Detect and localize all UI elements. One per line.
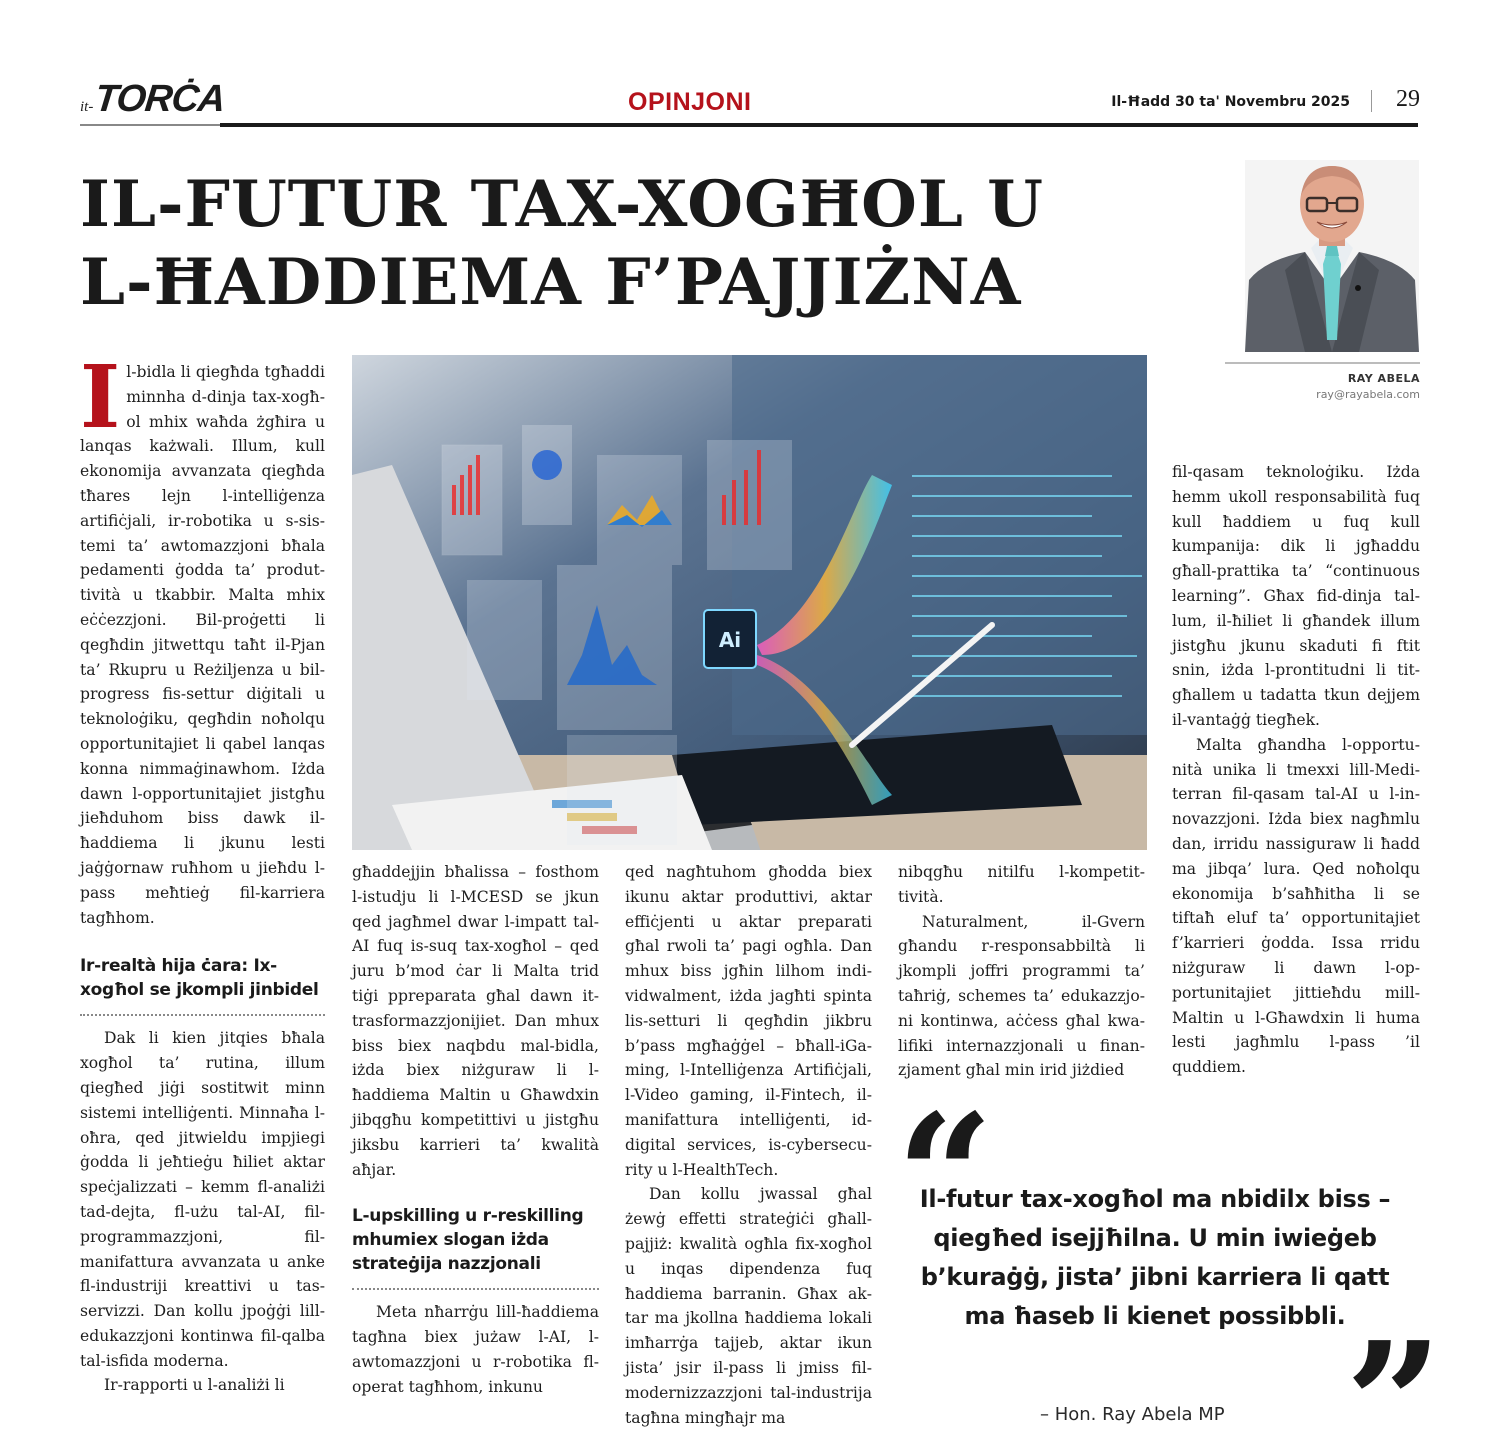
article-paragraph: l-bidla li qiegħda tgħaddi minnha d-dinja tax-xogħol mhix waħda żgħira u lanqas każwali. Illum, kull ekonomija avvanzata qiegħda tħares lejn l-intelliġenza artifiċjali, ir-robotika u s-sistemi ta’ awtomazzjoni bħala pedamenti ġodda ta’ produttività u tkabbir. Malta mhix eċċezzjoni. Bil-proġetti li qegħdin jitwettqu taħt il-Pjan ta’ Rkupru u Reżiljenza u bil-progress fis-settur diġitali u teknoloġiku, qegħdin noħolqu opportunitajiet li qabel lanqas konna nimmaġinawhom. Iżda dawn l-opportunitajiet jistgħu jieħduhom biss dawk il-ħaddiema li jkunu lesti jaġġornaw ruħhom u jieħdu l-pass meħtieġ fil-karriera tagħhom.	[80, 363, 325, 927]
ai-chip-label: Ai	[718, 628, 742, 652]
headline-line-1: IL-FUTUR TAX-XOGĦOL U	[80, 167, 1044, 242]
page-number: 29	[1396, 86, 1420, 112]
issue-date: Il-Ħadd 30 ta' Novembru 2025	[1111, 94, 1350, 110]
hero-image	[352, 355, 1147, 850]
open-quote-icon: “	[896, 1077, 994, 1277]
logo-wordmark: TORĊA	[93, 78, 228, 120]
ai-technology-illustration-icon	[352, 355, 1147, 850]
dotted-divider	[352, 1288, 599, 1290]
masthead	[80, 78, 1420, 128]
article-paragraph: qed nagħtuhom għodda biex ikunu aktar produttivi, aktar effiċjenti u aktar preparati għal rwoli ta’ pagi ogħla. Dan mhux biss jgħin lilhom individwalment, iżda jagħti spinta lis-setturi li qegħdin jikbru b’pass mgħaġġel – bħall-iGaming, l-Intelliġenza Artifiċjali, l-Video gaming, il-Fintech, il-manifattura intelliġenti, id-digital services, is-cybersecurity u l-HealthTech.	[625, 863, 872, 1179]
dotted-divider	[80, 1014, 325, 1016]
subheading: L-upskilling u r-reskilling mhumiex slogan iżda strateġija nazzjonali	[352, 1206, 584, 1275]
pull-quote-attribution: – Hon. Ray Abela MP	[1040, 1404, 1225, 1425]
article-column-2	[352, 860, 599, 1400]
article-paragraph: Naturalment, il-Gvern għandu r-responsabbiltà li jkompli joffri programmi ta’ taħriġ, schemes ta’ edukazzjoni kontinwa, aċċess għal kwalifiki internazzjonali u finanzjament għal min irid jiżdied	[898, 912, 1145, 1080]
headline-line-2: L-ĦADDIEMA F’PAJJIŻNA	[80, 245, 1022, 320]
author-portrait-icon	[1245, 160, 1419, 352]
article-paragraph: nibqgħu nitilfu l-kompetittività.	[898, 863, 1145, 906]
newspaper-logo	[80, 78, 228, 121]
subheading: Ir-realtà hija ċara: Ix-xogħol se jkompli jinbidel	[80, 956, 319, 1001]
article-paragraph: Dak li kien jitqies bħala xogħol ta’ rutina, illum qiegħed jiġi sostitwit minn sistemi intelliġenti. Minnaħa l-oħra, qed jitwieldu impjiegi ġodda li jeħtieġu ħiliet aktar speċjalizzati – kemm fl-analiżi tad-dejta, fl-użu tal-AI, fil-programmazzjoni, fil-manifattura avvanzata u anke fl-industriji kreattivi u tas-servizzi. Dan kollu jpoġġi lill-edukazzjoni kontinwa fil-qalba tal-isfida moderna.	[80, 1029, 325, 1370]
article-paragraph: Dan kollu jwassal għal żewġ effetti strateġiċi għall-pajjiż: kwalità ogħla fix-xogħol u inqas dipendenza fuq ħaddiema barranin. Għax aktar ma jkollna ħaddiema lokali imħarrġa tajjeb, aktar ikun jista’ jsir il-pass li jmiss fil-modernizzazzjoni tal-industrija tagħna mingħajr ma	[625, 1185, 872, 1427]
article-paragraph: fil-qasam teknoloġiku. Iżda hemm ukoll responsabilità fuq kull ħaddiem u fuq kull kumpanija: dik li jgħaddu għall-prattika ta’ “continuous learning”. Għax fid-dinja tallum, il-ħiliet li għandek illum jistgħu jkunu skaduti fi ftit snin, iżda l-prontitudni li titgħallem u tadatta tkun dejjem il-vantaġġ tiegħek.	[1172, 463, 1420, 729]
article-paragraph: għaddejjin bħalissa – fosthom l-istudju li l-MCESD se jkun qed jagħmel dwar l-impatt tal-AI fuq is-suq tax-xogħol – qed juru b’mod ċar li Malta trid tiġi ppreparata għal dawn it-trasformazzjonijiet. Dan mhux biss biex naqbdu mal-bidla, iżda biex niżguraw li l-ħaddiema Maltin u Għawdxin jibqgħu kompetittivi u jistgħu jiksbu karrieri ta’ kwalità aħjar.	[352, 863, 599, 1179]
masthead-rule-thin	[80, 124, 220, 126]
article-column-1	[80, 347, 325, 1398]
logo-prefix: it-	[80, 99, 94, 115]
article-headline	[80, 166, 1100, 322]
article-paragraph: Malta għandha l-opportunità unika li tmexxi lill-Mediterran fil-qasam tal-AI u l-innovazzjoni. Iżda biex nagħmlu dan, irridu nassiguraw li ħadd ma jibqa’ lura. Qed noħolqu ekonomija b’saħħitha li se tiftaħ eluf ta’ opportunitajiet f’karrieri ġodda. Issa rridu niżguraw li dawn l-opportunitajiet jittieħdu mill-Maltin u l-Għawdxin li huma lesti jagħmlu l-pass ’il quddiem.	[1172, 735, 1420, 1077]
author-photo	[1245, 160, 1419, 352]
pull-quote: Il-futur tax-xogħol ma nbidilx biss – qiegħed isejjħilna. U min iwieġeb b’kuraġġ, jista’ jibni karriera li qatt ma ħaseb li kienet possibbli.	[919, 1185, 1391, 1330]
article-column-5	[1172, 460, 1420, 1080]
drop-cap: I	[80, 347, 121, 448]
author-divider	[1225, 362, 1420, 364]
article-column-3	[625, 860, 872, 1430]
article-paragraph: Ir-rapporti u l-analiżi li	[104, 1376, 285, 1395]
masthead-rule-thick	[220, 123, 1418, 127]
close-quote-icon: ”	[1345, 1305, 1443, 1448]
author-name: RAY ABELA	[1347, 372, 1420, 385]
section-label: OPINJONI	[628, 88, 752, 116]
article-paragraph: Meta nħarrġu lill-ħaddiema tagħna biex jużaw l-AI, l-awtomazzjoni u r-robotika fl-operat tagħhom, inkunu	[352, 1303, 599, 1396]
article-column-4	[898, 860, 1145, 1083]
page-number-divider	[1371, 90, 1372, 112]
author-email[interactable]: ray@rayabela.com	[1316, 388, 1420, 401]
